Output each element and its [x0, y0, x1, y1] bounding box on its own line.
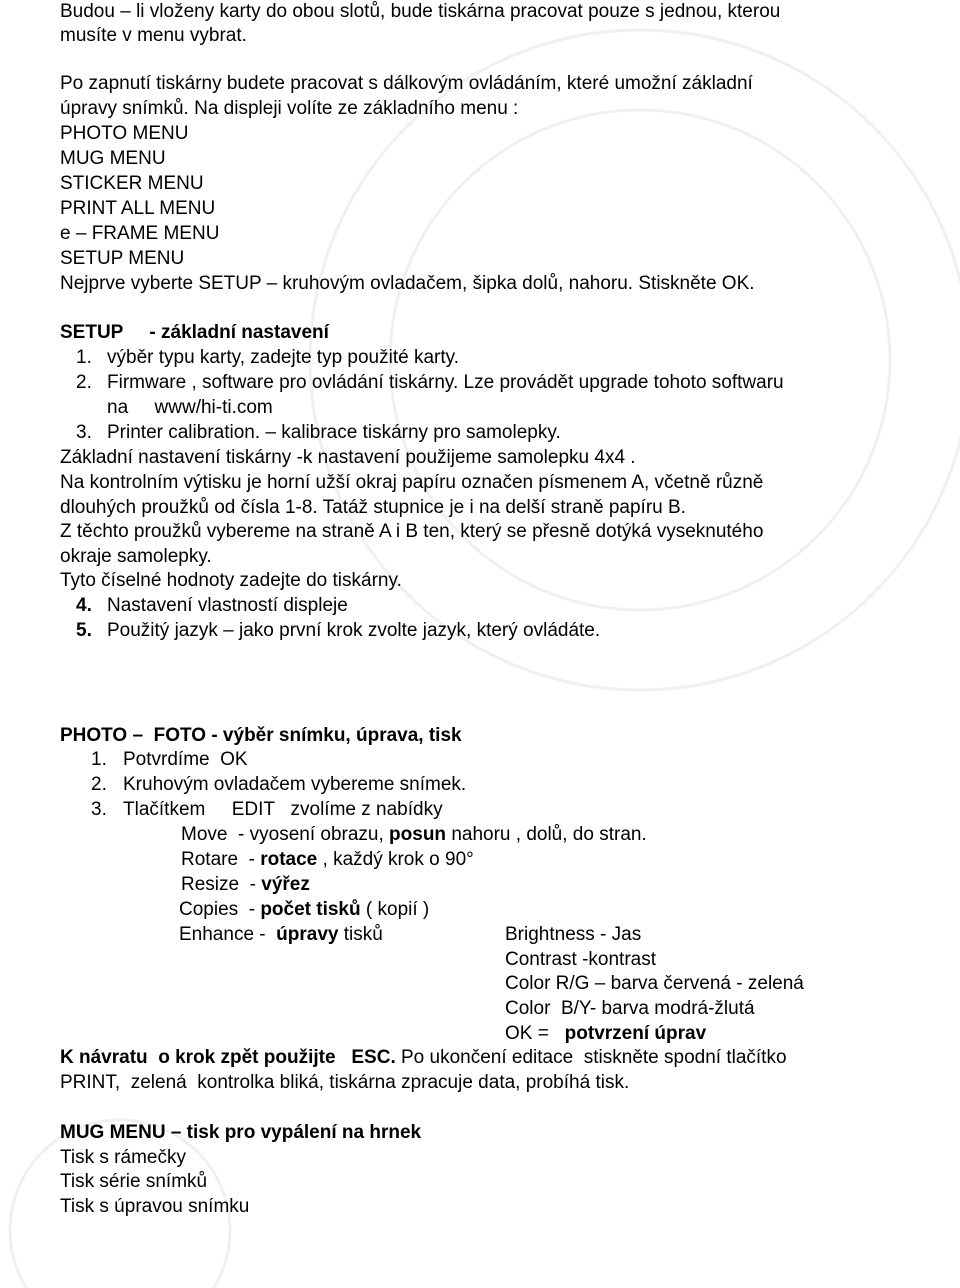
setup-paragraph-3a: Z těchto proužků vybereme na straně A i B ten, který se přesně dotýká vyseknutého	[60, 521, 764, 542]
photo-step-2-number: 2.	[91, 774, 107, 795]
photo-step-3: Tlačítkem EDIT zvolíme z nabídky	[123, 799, 443, 820]
enhance-ok	[505, 1023, 706, 1047]
photo-step-2: Kruhovým ovladačem vybereme snímek.	[123, 774, 467, 795]
resize-keyword: výřez	[261, 874, 310, 895]
menu-item-setup: SETUP MENU	[60, 248, 185, 269]
back-finish: Po ukončení editace stiskněte spodní tlačítko	[395, 1047, 787, 1068]
menu-item-mug: MUG MENU	[60, 148, 166, 169]
photo-step-1-number: 1.	[91, 749, 107, 770]
enhance-color-rg: Color R/G – barva červená - zelená	[505, 973, 804, 994]
menu-item-photo: PHOTO MENU	[60, 123, 189, 144]
setup-item-1-number: 1.	[76, 347, 92, 368]
photo-step-1: Potvrdíme OK	[123, 749, 248, 770]
setup-paragraph-2b: dlouhých proužků od čísla 1-8. Tatáž stupnice je i na delší straně papíru B.	[60, 497, 686, 518]
photo-heading: PHOTO – FOTO - výběr snímku, úprava, tisk	[60, 725, 462, 746]
copies-label: Copies -	[179, 899, 261, 920]
menu-item-eframe: e – FRAME MENU	[60, 223, 220, 244]
edit-option-move	[181, 824, 647, 848]
ok-keyword: potvrzení úprav	[564, 1023, 707, 1044]
setup-item-3: Printer calibration. – kalibrace tiskárny pro samolepky.	[107, 422, 561, 443]
intro-line-3: Po zapnutí tiskárny budete pracovat s dálkovým ovládáním, které umožní základní	[60, 73, 753, 94]
setup-item-5: Použitý jazyk – jako první krok zvolte jazyk, který ovládáte.	[107, 620, 601, 641]
photo-step-3-number: 3.	[91, 799, 107, 820]
setup-item-2-url: na www/hi-ti.com	[107, 397, 273, 418]
setup-paragraph-3b: okraje samolepky.	[60, 546, 212, 567]
enhance-keyword: úpravy	[276, 924, 339, 945]
enhance-label: Enhance -	[179, 924, 277, 945]
enhance-brightness: Brightness - Jas	[505, 924, 642, 945]
mug-heading: MUG MENU – tisk pro vypálení na hrnek	[60, 1122, 422, 1143]
copies-desc: ( kopií )	[360, 899, 430, 920]
intro-line-1: Budou – li vloženy karty do obou slotů, bude tiskárna pracovat pouze s jednou, kterou	[60, 1, 781, 22]
back-instruction: K návratu o krok zpět použijte ESC.	[60, 1047, 396, 1068]
setup-item-2: Firmware , software pro ovládání tiskárny. Lze provádět upgrade tohoto softwaru	[107, 372, 784, 393]
edit-option-rotate	[181, 849, 474, 873]
mug-item-series: Tisk série snímků	[60, 1171, 208, 1192]
edit-option-resize	[181, 874, 310, 898]
photo-back-line	[60, 1047, 787, 1071]
setup-heading: SETUP - základní nastavení	[60, 322, 329, 343]
edit-option-enhance	[179, 924, 383, 948]
setup-item-3-number: 3.	[76, 422, 92, 443]
enhance-desc: tisků	[338, 924, 383, 945]
menu-item-print-all: PRINT ALL MENU	[60, 198, 216, 219]
rotate-keyword: rotace	[260, 849, 318, 870]
setup-item-1: výběr typu karty, zadejte typ použité karty.	[107, 347, 460, 368]
menu-item-sticker: STICKER MENU	[60, 173, 204, 194]
rotate-desc: , každý krok o 90°	[317, 849, 474, 870]
move-desc: nahoru , dolů, do stran.	[446, 824, 647, 845]
edit-option-copies	[179, 899, 429, 923]
intro-line-4: úpravy snímků. Na displeji volíte ze základního menu :	[60, 98, 519, 119]
move-label: Move - vyosení obrazu,	[181, 824, 390, 845]
intro-select-line: Nejprve vyberte SETUP – kruhovým ovladačem, šipka dolů, nahoru. Stiskněte OK.	[60, 273, 755, 294]
setup-item-4: Nastavení vlastností displeje	[107, 595, 348, 616]
setup-paragraph-2a: Na kontrolním výtisku je horní užší okraj papíru označen písmenem A, včetně různě	[60, 472, 764, 493]
setup-item-4-number: 4.	[76, 595, 92, 616]
copies-keyword: počet tisků	[260, 899, 361, 920]
mug-item-edited: Tisk s úpravou snímku	[60, 1196, 250, 1217]
mug-item-frames: Tisk s rámečky	[60, 1147, 186, 1168]
resize-label: Resize -	[181, 874, 262, 895]
intro-line-2: musíte v menu vybrat.	[60, 25, 247, 46]
setup-paragraph-1: Základní nastavení tiskárny -k nastavení použijeme samolepku 4x4 .	[60, 447, 636, 468]
ok-label: OK =	[505, 1023, 565, 1044]
rotate-label: Rotare -	[181, 849, 261, 870]
photo-print-line: PRINT, zelená kontrolka bliká, tiskárna zpracuje data, probíhá tisk.	[60, 1072, 630, 1093]
enhance-color-by: Color B/Y- barva modrá-žlutá	[505, 998, 755, 1019]
enhance-contrast: Contrast -kontrast	[505, 949, 656, 970]
move-keyword: posun	[389, 824, 447, 845]
setup-paragraph-4: Tyto číselné hodnoty zadejte do tiskárny.	[60, 570, 402, 591]
setup-item-5-number: 5.	[76, 620, 92, 641]
setup-item-2-number: 2.	[76, 372, 92, 393]
